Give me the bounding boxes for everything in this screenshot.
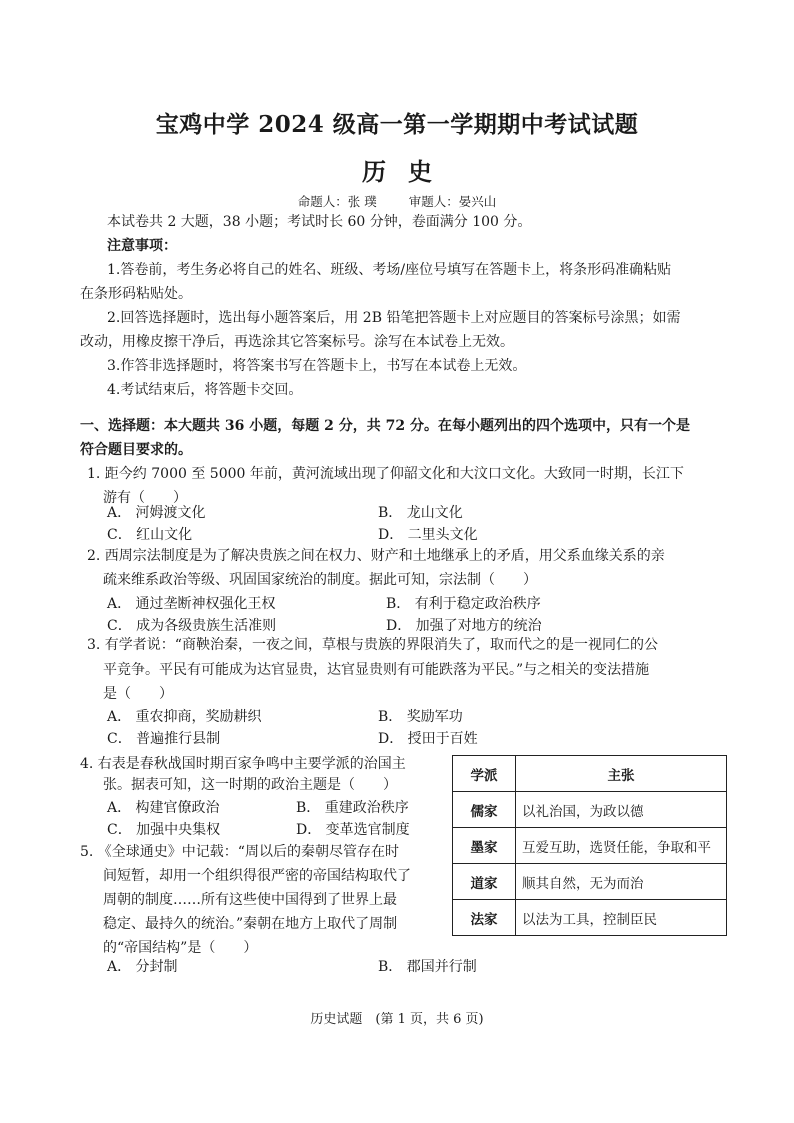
table-row: [453, 864, 727, 900]
reviewer-label: 审题人：晏兴山: [408, 194, 497, 209]
q5-option-b: B． 郡国并行制: [378, 959, 477, 975]
school-idea-cell: 顺其自然，无为而治: [516, 864, 727, 900]
notice-line: 3.作答非选择题时，将答案书写在答题卡上，书写在本试卷上无效。: [107, 358, 527, 374]
question-4-text: 4. 右表是春秋战国时期百家争鸣中主要学派的治国主: [80, 756, 406, 772]
section-heading-cont: 符合题目要求的。: [80, 442, 192, 458]
q4-option-a: A． 构建官僚政治: [107, 800, 220, 816]
q2-option-d: D． 加强了对地方的统治: [386, 618, 542, 634]
author-label: 命题人：张 璞: [297, 194, 377, 209]
school-idea-cell: 以礼治国，为政以德: [516, 792, 727, 828]
page-footer: 历史试题 (第 1 页，共 6 页): [310, 1012, 484, 1027]
notice-line: 1.答卷前，考生务必将自己的姓名、班级、考场/座位号填写在答题卡上，将条形码准确粘贴: [107, 262, 672, 278]
q1-option-c: C． 红山文化: [107, 527, 193, 543]
exam-title: 宝鸡中学 2024 级高一第一学期期中考试试题: [155, 111, 639, 138]
q5-option-a: A． 分封制: [107, 959, 178, 975]
school-name-cell: 道家: [453, 864, 516, 900]
table-row: [453, 828, 727, 864]
q1-option-a: A． 河姆渡文化: [107, 505, 206, 521]
school-name-cell: 儒家: [453, 792, 516, 828]
exam-authors: [0, 192, 794, 210]
question-3-text: 3. 有学者说：“商鞅治秦，一夜之间，草根与贵族的界限消失了，取而代之的是一视同仁的公: [87, 637, 658, 653]
q2-option-b: B． 有利于稳定政治秩序: [386, 596, 541, 612]
q3-option-b: B． 奖励军功: [378, 709, 463, 725]
table-header-cell: 主张: [516, 756, 727, 792]
table-row: [453, 900, 727, 936]
question-5-text: 稳定、最持久的统治。”秦朝在地方上取代了周制: [103, 916, 398, 932]
schools-table: [452, 755, 727, 936]
table-row: [453, 792, 727, 828]
q3-option-d: D． 授田于百姓: [378, 731, 478, 747]
school-name-cell: 法家: [453, 900, 516, 936]
notice-line: 在条形码粘贴处。: [80, 286, 192, 302]
question-5-text: 间短暂，却用一个组织得很严密的帝国结构取代了: [103, 868, 411, 884]
intro-text: 本试卷共 2 大题，38 小题；考试时长 60 分钟，卷面满分 100 分。: [107, 214, 532, 230]
q2-option-a: A． 通过垄断神权强化王权: [107, 596, 276, 612]
table-header-row: [453, 756, 727, 792]
q4-option-d: D． 变革选官制度: [296, 822, 410, 838]
school-name-cell: 墨家: [453, 828, 516, 864]
question-5-text: 周朝的制度……所有这些使中国得到了世界上最: [103, 892, 397, 908]
q1-option-d: D． 二里头文化: [378, 527, 478, 543]
q4-option-c: C． 加强中央集权: [107, 822, 221, 838]
notice-title: 注意事项：: [107, 238, 177, 254]
subject-title: 历史: [362, 157, 454, 186]
question-1-text: 游有（ ）: [103, 490, 187, 506]
question-5-text: 的“帝国结构”是（ ）: [103, 940, 258, 956]
q4-option-b: B． 重建政治秩序: [296, 800, 409, 816]
notice-line: 4.考试结束后，将答题卡交回。: [107, 382, 303, 398]
section-heading: 一、选择题：本大题共 36 小题，每题 2 分，共 72 分。在每小题列出的四个选项中，只有一个是: [80, 418, 690, 434]
table-header-cell: 学派: [453, 756, 516, 792]
q2-option-c: C． 成为各级贵族生活准则: [107, 618, 277, 634]
question-4-text: 张。据表可知，这一时期的政治主题是（ ）: [103, 777, 397, 793]
question-2-text: 2. 西周宗法制度是为了解决贵族之间在权力、财产和土地继承上的矛盾，用父系血缘关系的亲: [87, 548, 665, 564]
school-idea-cell: 互爱互助，选贤任能，争取和平: [516, 828, 727, 864]
q3-option-a: A． 重农抑商，奖励耕织: [107, 709, 262, 725]
notice-line: 改动，用橡皮擦干净后，再选涂其它答案标号。涂写在本试卷上无效。: [80, 334, 514, 350]
q3-option-c: C． 普遍推行县制: [107, 731, 221, 747]
question-2-text: 疏来维系政治等级、巩固国家统治的制度。据此可知，宗法制（ ）: [103, 572, 537, 588]
question-5-text: 5. 《全球通史》中记载：“周以后的秦朝尽管存在时: [80, 844, 399, 860]
question-3-text: 是（ ）: [103, 686, 173, 702]
q1-option-b: B． 龙山文化: [378, 505, 463, 521]
notice-line: 2.回答选择题时，选出每小题答案后，用 2B 铅笔把答题卡上对应题目的答案标号涂黑；如需: [107, 310, 681, 326]
question-1-text: 1. 距今约 7000 至 5000 年前，黄河流域出现了仰韶文化和大汶口文化。大致同一时期，长江下: [87, 466, 684, 482]
school-idea-cell: 以法为工具，控制臣民: [516, 900, 727, 936]
question-3-text: 平竞争。平民有可能成为达官显贵，达官显贵则有可能跌落为平民。”与之相关的变法措施: [103, 662, 650, 678]
